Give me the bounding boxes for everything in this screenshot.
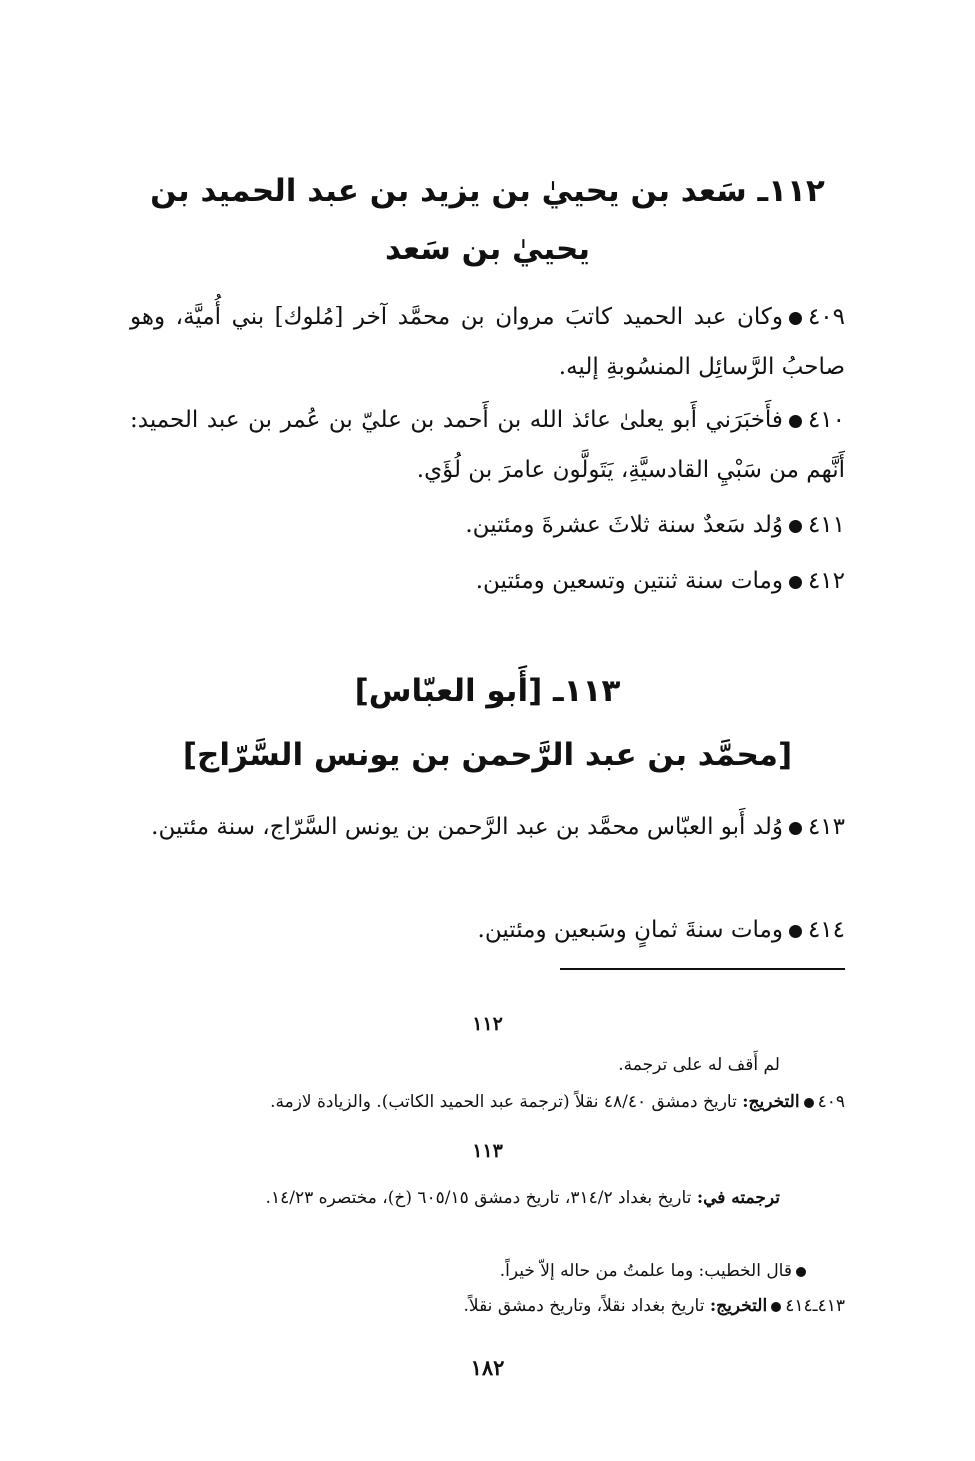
footnote-413-414 [130, 1291, 845, 1321]
footnote-label: التخريج: [709, 1296, 768, 1316]
entry-412 [130, 556, 845, 606]
footnote-text: تاريخ بغداد نقلاً، وتاريخ دمشق نقلاً. [463, 1296, 705, 1316]
bullet-icon [789, 822, 802, 835]
entry-text: ومات سنة ثنتين وتسعين ومئتين. [475, 568, 783, 594]
entry-text: وُلد أَبو العبّاس محمَّد بن عبد الرَّحمن بن يونس السَّرّاج، سنة مئتين. [151, 814, 783, 840]
footnote-text: تاريخ بغداد ٣١٤/٢، تاريخ دمشق ٦٠٥/١٥ (خ)، مختصره ١٤/٢٣. [265, 1188, 692, 1208]
entry-number: ٤١١ [807, 512, 845, 538]
bullet-icon [796, 1267, 806, 1277]
entry-text: ومات سنةَ ثمانٍ وسَبعين ومئتين. [477, 917, 783, 943]
footnote-label: التخريج: [742, 1092, 800, 1112]
entry-text: وُلد سَعدٌ سنة ثلاثَ عشرةَ ومئتين. [465, 512, 783, 538]
entry-410 [130, 395, 845, 495]
bullet-icon [789, 925, 802, 938]
footnote-label: ترجمته في: [696, 1188, 780, 1208]
footnote-113-khatib [130, 1256, 845, 1286]
entry-411 [130, 500, 845, 550]
section-112-heading-line1: ١١٢ـ سَعد بن يحييٰ بن يزيد بن عبد الحميد بن [150, 173, 825, 209]
footnote-text: قال الخطيب: وما علمتُ من حاله إلاّ خيراً. [499, 1261, 792, 1281]
footnote-113-heading: ١١٣ [472, 1140, 503, 1162]
footnote-number: ٤١٣ـ٤١٤ [785, 1296, 845, 1316]
entry-text: وكان عبد الحميد كاتبَ مروان بن محمَّد آخر [مُلوك] بني أُميَّة، وهو صاحبُ الرَّسائِل المنسُوبةِ إليه. [130, 304, 845, 380]
entry-number: ٤١٠ [807, 407, 845, 433]
page-number: ١٨٢ [470, 1355, 505, 1380]
bullet-icon [789, 576, 802, 589]
section-113-heading-line2: [محمَّد بن عبد الرَّحمن بن يونس السَّرّاج] [182, 737, 793, 773]
footnote-112-heading: ١١٢ [472, 1013, 503, 1035]
bullet-icon [771, 1302, 781, 1312]
footnote-112-line1: لم أَقف له على ترجمة. [618, 1055, 780, 1075]
section-112-heading-line2: يحييٰ بن سَعد [384, 231, 590, 267]
footnote-113-line1 [130, 1183, 845, 1213]
entry-number: ٤١٣ [807, 814, 845, 840]
footnote-409 [130, 1087, 845, 1117]
entry-number: ٤١٤ [807, 917, 845, 943]
footnote-divider [560, 968, 845, 970]
bullet-icon [789, 312, 802, 325]
section-113-heading-line1: ١١٣ـ [أَبو العبّاس] [354, 673, 621, 709]
entry-text: فأَخبَرَني أَبو يعلىٰ عائذ الله بن أَحمد بن عليّ بن عُمر بن عبد الحميد: أَنَّهم من سَبْيِ القادسيَّةِ، يَتَولَّون عامرَ بن لُؤَي. [130, 407, 845, 483]
entry-number: ٤١٢ [807, 568, 845, 594]
footnote-text: تاريخ دمشق ٤٨/٤٠ نقلاً (ترجمة عبد الحميد الكاتب). والزيادة لازمة. [270, 1092, 737, 1112]
entry-414 [130, 905, 845, 955]
entry-number: ٤٠٩ [807, 304, 845, 330]
footnote-number: ٤٠٩ [817, 1092, 845, 1112]
bullet-icon [789, 415, 802, 428]
bullet-icon [789, 520, 802, 533]
bullet-icon [804, 1098, 814, 1108]
entry-409 [130, 292, 845, 392]
book-page [130, 0, 845, 1461]
entry-413 [130, 802, 845, 852]
